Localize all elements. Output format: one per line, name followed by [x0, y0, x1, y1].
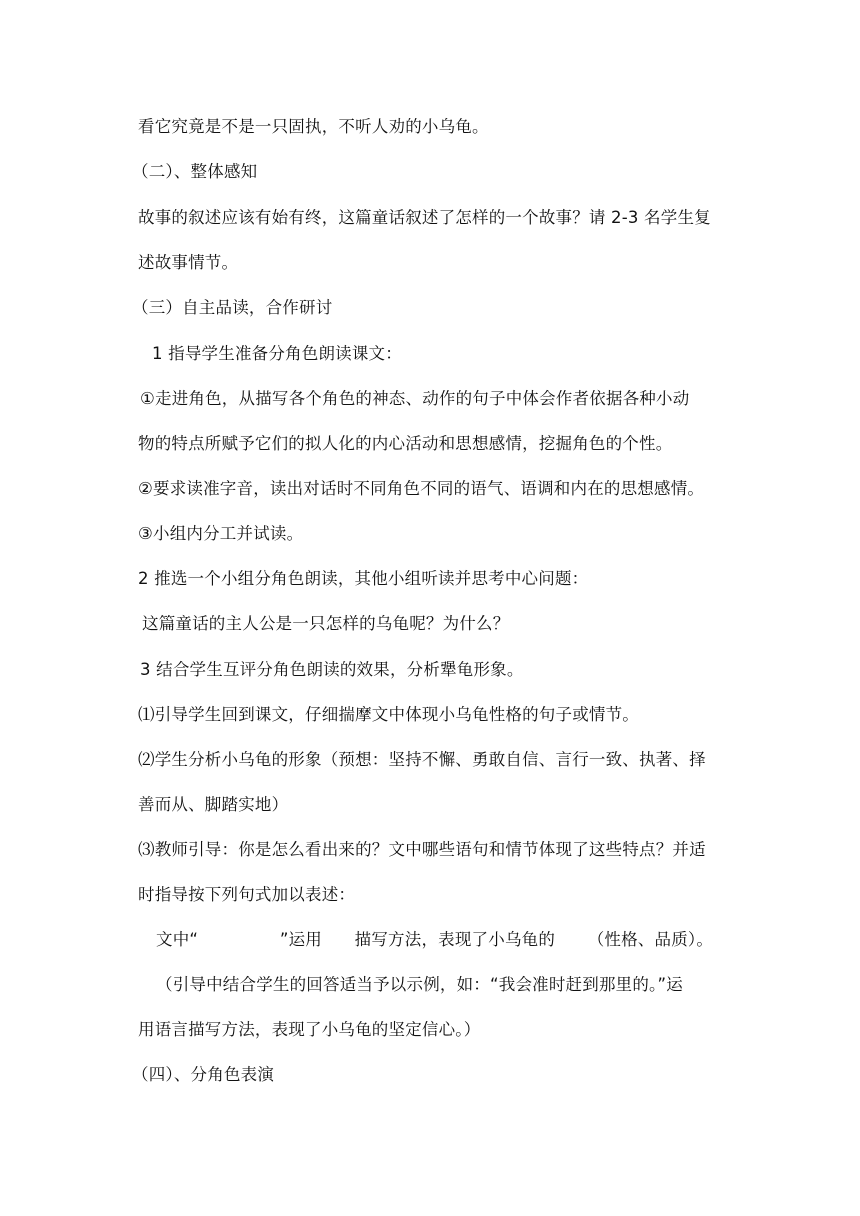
- paragraph-line: （引导中结合学生的回答适当予以示例，如：“我会准时赶到那里的。”运: [156, 975, 683, 994]
- paragraph-line: 用语言描写方法，表现了小乌龟的坚定信心。）: [138, 1020, 481, 1039]
- section-heading-4: （四）、分角色表演: [132, 1065, 275, 1084]
- list-item: ⑶教师引导：你是怎么看出来的？文中哪些语句和情节体现了这些特点？并适: [138, 840, 706, 859]
- list-item: ⑴引导学生回到课文，仔细揣摩文中体现小乌龟性格的句子或情节。: [138, 705, 639, 724]
- list-item: ①走进角色，从描写各个角色的神态、动作的句子中体会作者依据各种小动: [140, 389, 690, 408]
- list-item: ⑵学生分析小乌龟的形象（预想：坚持不懈、勇敢自信、言行一致、执著、择: [138, 750, 706, 769]
- paragraph-line: 这篇童话的主人公是一只怎样的乌龟呢？为什么？: [142, 614, 510, 633]
- section-heading-3: （三）自主品读，合作研讨: [132, 298, 333, 317]
- section-heading-2: （二）、整体感知: [132, 162, 258, 181]
- paragraph-line: 物的特点所赋予它们的拟人化的内心活动和思想感情，挖掘角色的个性。: [138, 434, 673, 453]
- list-item: ③小组内分工并试读。: [138, 524, 304, 543]
- list-item: ②要求读准字音，读出对话时不同角色不同的语气、语调和内在的思想感情。: [138, 479, 705, 498]
- paragraph-line: 看它究竟是不是一只固执，不听人劝的小乌龟。: [138, 117, 489, 136]
- list-item: 3 结合学生互评分角色朗读的效果，分析犟龟形象。: [140, 660, 524, 679]
- paragraph-line: 时指导按下列句式加以表述：: [138, 885, 356, 904]
- sentence-template: 文中“ ”运用 描写方法，表现了小乌龟的 （性格、品质）。: [156, 930, 714, 949]
- paragraph-line: 故事的叙述应该有始有终，这篇童话叙述了怎样的一个故事？请 2-3 名学生复: [138, 208, 711, 227]
- list-item: 2 推选一个小组分角色朗读，其他小组听读并思考中心问题：: [138, 569, 589, 588]
- paragraph-line: 善而从、脚踏实地）: [138, 795, 289, 814]
- list-item: 1 指导学生准备分角色朗读课文：: [152, 344, 402, 363]
- paragraph-line: 述故事情节。: [138, 253, 239, 272]
